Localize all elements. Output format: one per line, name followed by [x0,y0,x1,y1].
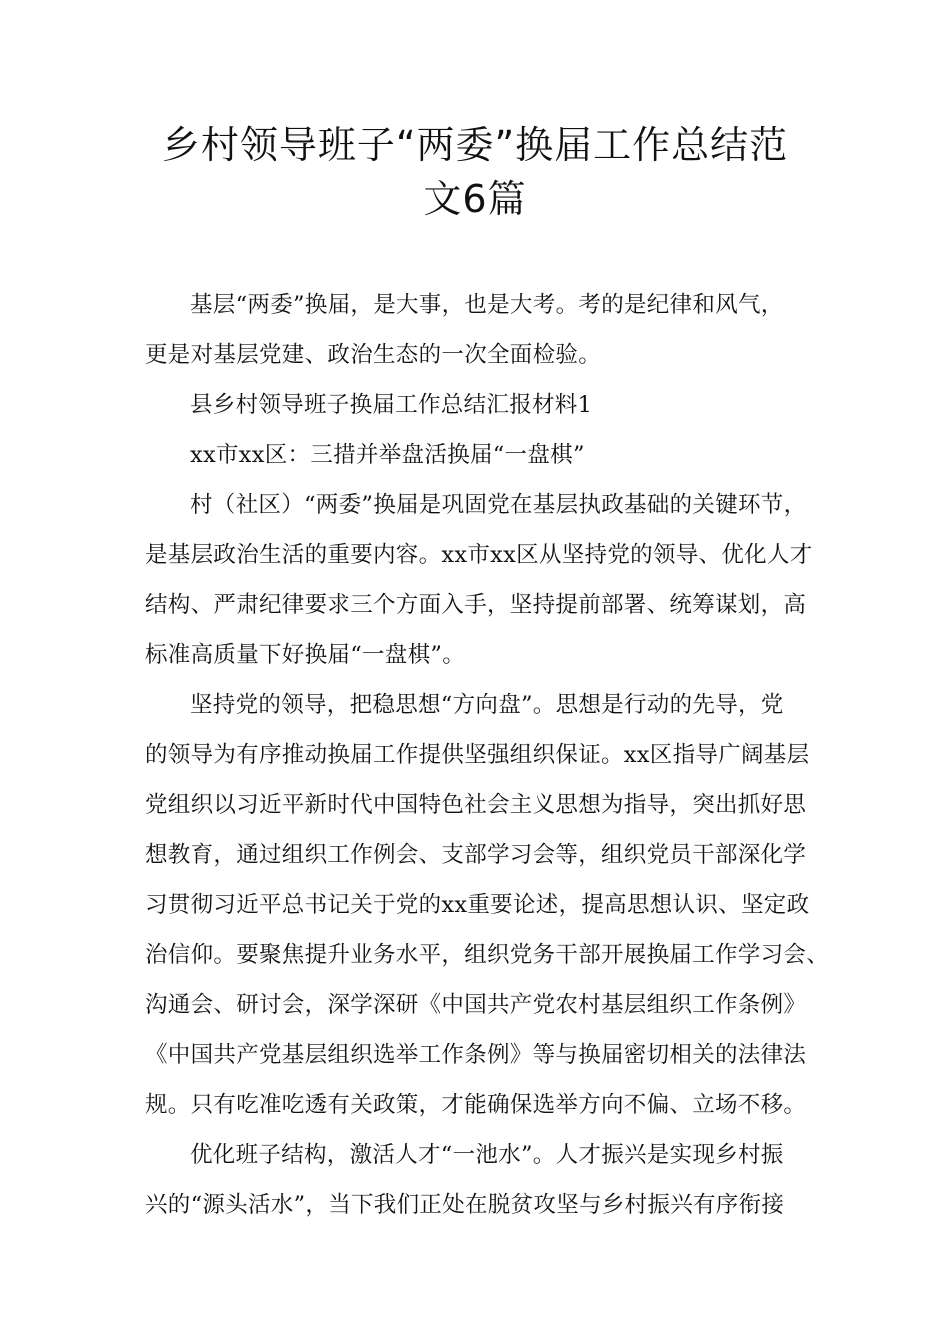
paragraph-line: xx市xx区：三措并举盘活换届“一盘棋” [190,442,585,468]
paragraph-line: 优化班子结构，激活人才“一池水”。人才振兴是实现乡村振 [190,1142,784,1168]
paragraph-line: 更是对基层党建、政治生态的一次全面检验。 [145,342,602,368]
title-line-1: 乡村领导班子“两委”换届工作总结范 [161,123,789,167]
paragraph-line: 想教育，通过组织工作例会、支部学习会等，组织党员干部深化学 [145,842,807,868]
document-body [145,280,830,1230]
paragraph-line: 结构、严肃纪律要求三个方面入手，坚持提前部署、统筹谋划，高 [145,592,807,618]
document-title [100,118,850,226]
paragraph-line: 是基层政治生活的重要内容。xx市xx区从坚持党的领导、优化人才 [145,542,813,568]
title-line-2: 文6篇 [423,177,527,221]
paragraph-line: 规。只有吃准吃透有关政策，才能确保选举方向不偏、立场不移。 [145,1092,807,1118]
paragraph-line: 标准高质量下好换届“一盘棋”。 [145,642,466,668]
paragraph-line: 坚持党的领导，把稳思想“方向盘”。思想是行动的先导，党 [190,692,784,718]
paragraph-line: 治信仰。要聚焦提升业务水平，组织党务干部开展换届工作学习会、 [145,942,830,968]
paragraph-line: 兴的“源头活水”，当下我们正处在脱贫攻坚与乡村振兴有序衔接 [145,1192,785,1218]
paragraph-line: 党组织以习近平新时代中国特色社会主义思想为指导，突出抓好思 [145,792,807,818]
paragraph-line: 县乡村领导班子换届工作总结汇报材料1 [190,392,593,418]
paragraph-line: 《中国共产党基层组织选举工作条例》等与换届密切相关的法律法 [145,1042,807,1068]
paragraph-line: 的领导为有序推动换届工作提供坚强组织保证。xx区指导广阔基层 [145,742,810,768]
paragraph [145,280,825,380]
paragraph [145,380,825,430]
paragraph-line: 基层“两委”换届，是大事，也是大考。考的是纪律和风气， [190,292,784,318]
paragraph [145,680,830,1130]
paragraph-line: 习贯彻习近平总书记关于党的xx重要论述，提高思想认识、坚定政 [145,892,810,918]
paragraph [145,480,825,680]
paragraph-line: 村（社区）“两委”换届是巩固党在基层执政基础的关键环节， [190,492,807,518]
paragraph [145,1130,825,1230]
paragraph-line: 沟通会、研讨会，深学深研《中国共产党农村基层组织工作条例》 [145,992,807,1018]
paragraph [145,430,825,480]
